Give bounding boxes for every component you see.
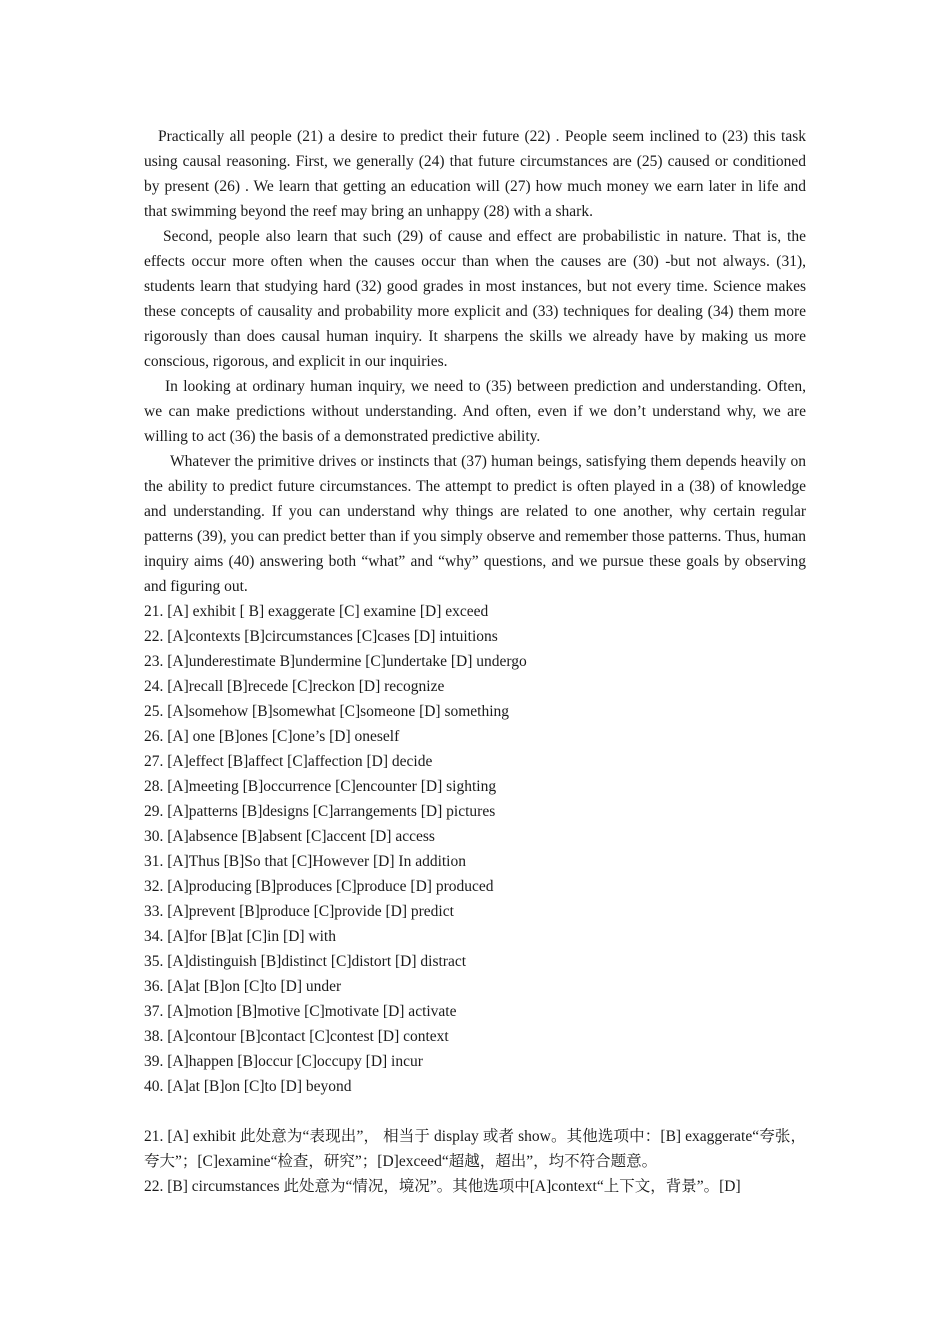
section-spacer (144, 1099, 806, 1124)
option-item-28: 28. [A]meeting [B]occurrence [C]encounter [D] sighting (144, 778, 497, 795)
answer-options-list (144, 599, 806, 1099)
option-item-24: 24. [A]recall [B]recede [C]reckon [D] recognize (144, 678, 445, 695)
option-item-31: 31. [A]Thus [B]So that [C]However [D] In addition (144, 853, 466, 870)
passage-paragraph-4: Whatever the primitive drives or instincts that (37) human beings, satisfying them depends heavily on the ability to predict future circumstances. The attempt to predict is often played in a (38) of knowledge and understanding. If you can understand why things are related to one another, why certain regular patterns (39), you can predict better than if you simply observe and remember those patterns. Thus, human inquiry aims (40) answering both “what” and “why” questions, and we pursue these goals by observing and figuring out. (144, 453, 806, 595)
option-item-39: 39. [A]happen [B]occur [C]occupy [D] incur (144, 1053, 423, 1070)
passage-paragraph-3: In looking at ordinary human inquiry, we need to (35) between prediction and understanding. Often, we can make predictions without understanding. And often, even if we don’t understand why, we are willing to act (36) the basis of a demonstrated predictive ability. (144, 378, 806, 445)
option-item-27: 27. [A]effect [B]affect [C]affection [D] decide (144, 753, 433, 770)
option-item-37: 37. [A]motion [B]motive [C]motivate [D] activate (144, 1003, 457, 1020)
option-item-33: 33. [A]prevent [B]produce [C]provide [D] predict (144, 903, 454, 920)
passage-paragraph-1: Practically all people (21) a desire to predict their future (22) . People seem inclined to (23) this task using causal reasoning. First, we generally (24) that future circumstances are (25) caused or conditioned by present (26) . We learn that getting an education will (27) how much money we earn later in life and that swimming beyond the reef may bring an unhappy (28) with a shark. (144, 128, 806, 220)
option-item-25: 25. [A]somehow [B]somewhat [C]someone [D] something (144, 703, 510, 720)
option-item-22: 22. [A]contexts [B]circumstances [C]cases [D] intuitions (144, 628, 498, 645)
option-item-30: 30. [A]absence [B]absent [C]accent [D] access (144, 828, 435, 845)
option-item-26: 26. [A] one [B]ones [C]one’s [D] oneself (144, 728, 400, 745)
passage-paragraph-2: Second, people also learn that such (29) of cause and effect are probabilistic in nature. That is, the effects occur more often when the causes occur than when the causes are (30) -but not always. (31), students learn that studying hard (32) good grades in most instances, but not every time. Science makes these concepts of causality and probability more explicit and (33) techniques for dealing (34) them more rigorously than does causal human inquiry. It sharpens the skills we already have by making us more conscious, rigorous, and explicit in our inquiries. (144, 228, 806, 370)
option-item-32: 32. [A]producing [B]produces [C]produce [D] produced (144, 878, 494, 895)
option-item-29: 29. [A]patterns [B]designs [C]arrangements [D] pictures (144, 803, 496, 820)
option-item-38: 38. [A]contour [B]contact [C]contest [D] context (144, 1028, 449, 1045)
document-page (144, 124, 806, 1199)
option-item-23: 23. [A]underestimate B]undermine [C]undertake [D] undergo (144, 653, 527, 670)
answer-explanation-22: 22. [B] circumstances 此处意为“情况，境况”。其他选项中[A]context“上下文，背景”。[D] (144, 1178, 741, 1195)
option-item-40: 40. [A]at [B]on [C]to [D] beyond (144, 1078, 352, 1095)
option-item-36: 36. [A]at [B]on [C]to [D] under (144, 978, 342, 995)
answer-explanation-21: 21. [A] exhibit 此处意为“表现出”， 相当于 display 或者 show。其他选项中：[B] exaggerate“夸张，夸大”；[C]examine“检查，研究”；[D]exceed“超越，超出”，均不符合题意。 (144, 1128, 806, 1170)
option-item-21: 21. [A] exhibit [ B] exaggerate [C] examine [D] exceed (144, 603, 489, 620)
option-item-34: 34. [A]for [B]at [C]in [D] with (144, 928, 336, 945)
option-item-35: 35. [A]distinguish [B]distinct [C]distort [D] distract (144, 953, 467, 970)
